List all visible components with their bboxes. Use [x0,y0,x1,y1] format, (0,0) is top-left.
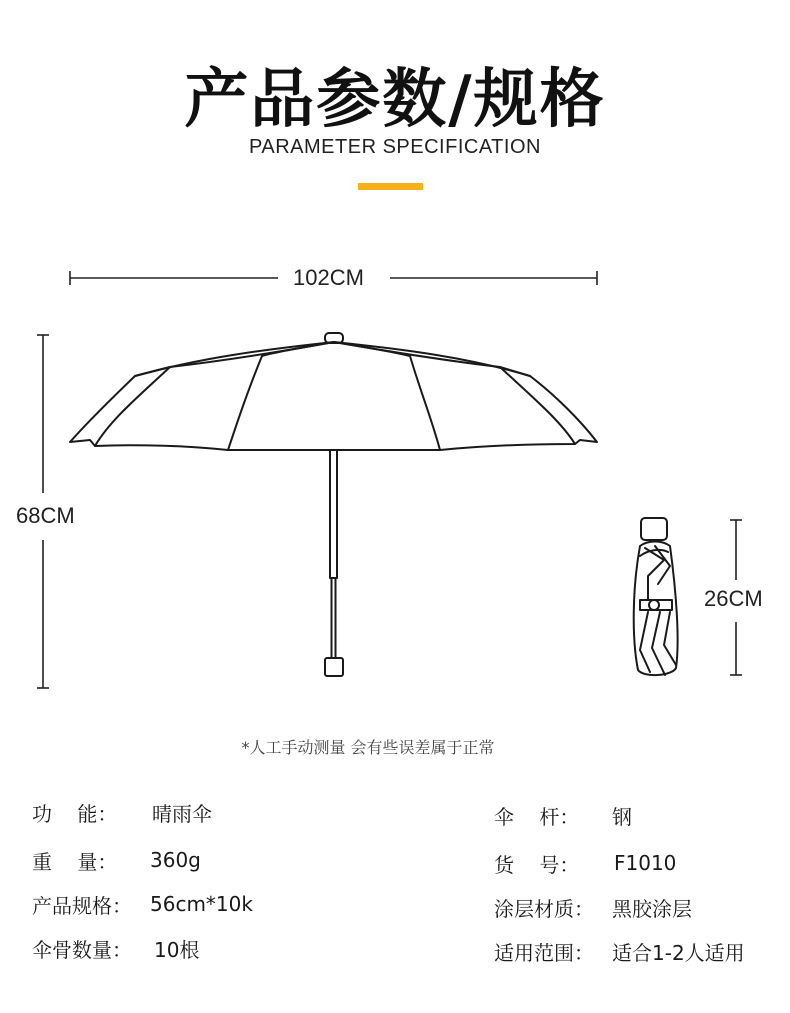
spec-value: 56cm*10k [150,892,253,916]
canopy-outline [70,342,597,450]
spec-row-shaft [494,800,632,830]
spec-label: 伞 杆： [494,804,580,829]
spec-row-usage [494,936,745,966]
canopy-rib [334,342,440,450]
folded-dimension-label: 26CM [704,586,763,611]
width-dimension-label: 102CM [293,265,364,290]
spec-value: 10根 [154,937,200,962]
spec-row-weight [32,845,201,875]
folded-strap-button [649,600,659,610]
spec-value: 黑胶涂层 [612,896,692,921]
canopy-rib [228,342,334,450]
folded-umbrella-handle [641,518,667,540]
spec-label: 产品规格： [32,893,132,918]
page-title: 产品参数/规格 [184,63,606,137]
spec-value: 360g [150,848,201,872]
spec-label: 适用范围： [494,940,594,965]
folded-umbrella [634,518,678,675]
umbrella-shaft-upper [330,450,337,578]
spec-row-function [32,797,212,827]
spec-row-size [32,889,253,919]
height-dimension-label: 68CM [16,503,75,528]
spec-value: 适合1-2人适用 [612,940,745,965]
spec-value: F1010 [614,851,677,875]
spec-label: 涂层材质： [494,896,594,921]
spec-value: 晴雨伞 [152,801,212,826]
measurement-note: *人工手动测量 会有些误差属于正常 [241,738,495,757]
page-subtitle: PARAMETER SPECIFICATION [249,136,541,158]
open-umbrella [70,333,597,676]
spec-label: 功 能： [32,801,118,826]
umbrella-handle [325,658,343,676]
umbrella-shaft-lower [332,578,336,658]
spec-label: 货 号： [494,852,580,877]
spec-label: 重 量： [32,849,118,874]
spec-value: 钢 [612,804,632,829]
spec-row-coating [494,892,692,922]
spec-label: 伞骨数量： [32,937,132,962]
spec-row-model [494,848,676,878]
spec-row-ribs [32,933,199,963]
